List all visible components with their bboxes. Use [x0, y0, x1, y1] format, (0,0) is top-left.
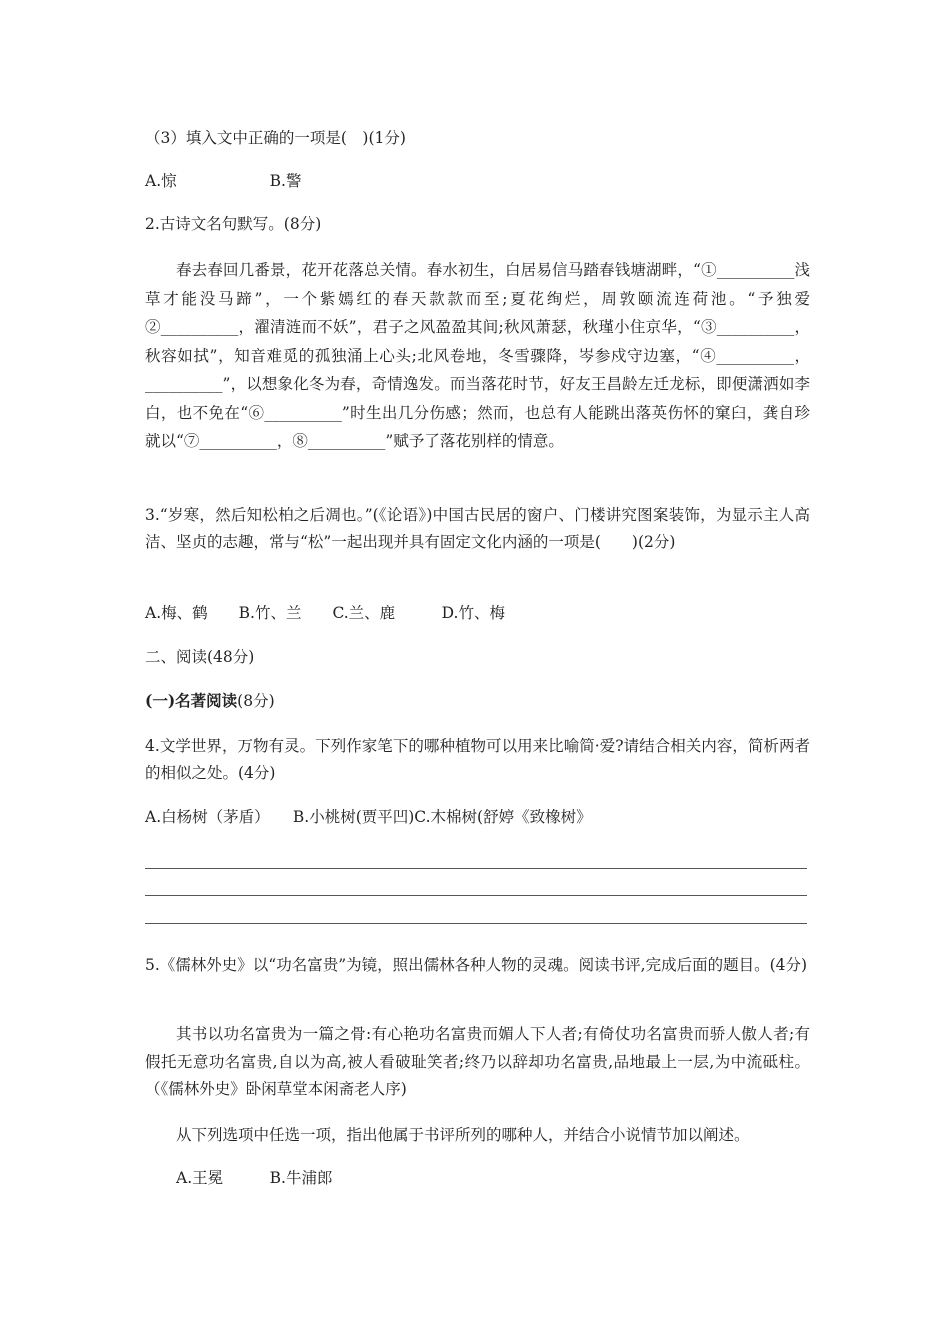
answer-line-1[interactable] [145, 868, 807, 869]
answer-line-2[interactable] [145, 895, 807, 896]
q5-instruction: 从下列选项中任选一项，指出他属于书评所列的哪种人，并结合小说情节加以阐述。 [176, 1126, 750, 1144]
q4-options: A.白杨树（茅盾） B.小桃树(贾平凹)C.木棉树(舒婷《致橡树》 [145, 808, 592, 826]
q1-3-stem: （3）填入文中正确的一项是( )(1分) [145, 129, 406, 147]
section2-subtitle [145, 690, 275, 712]
subtitle-score-part: (8分) [237, 692, 275, 710]
subtitle-bold-part: (一)名著阅读 [145, 691, 238, 710]
q1-3-options: A.惊 B.警 [145, 172, 302, 190]
answer-line-3[interactable] [145, 923, 807, 924]
q5-quote: 其书以功名富贵为一篇之骨:有心艳功名富贵而媚人下人者;有倚仗功名富贵而骄人傲人者;有假托无意功名富贵,自以为高,被人看破耻笑者;终乃以辞却功名富贵,品地最上一层,为中流砥柱。（《儒林外史》卧闲草堂本闲斋老人序) [145, 1025, 810, 1098]
q2-title: 2.古诗文名句默写。(8分) [145, 215, 322, 233]
q5-stem: 5.《儒林外史》以“功名富贵”为镜，照出儒林各种人物的灵魂。阅读书评,完成后面的题目。(4分) [145, 956, 808, 974]
q3-stem: 3.“岁寒，然后知松柏之后凋也。”(《论语》)中国古民居的窗户、门楼讲究图案装饰，为显示主人高洁、坚贞的志趣，常与“松”一起出现并具有固定文化内涵的一项是( )(2分) [145, 506, 810, 551]
q3-options: A.梅、鹤 B.竹、兰 C.兰、鹿 D.竹、梅 [145, 604, 505, 622]
q2-passage: 春去春回几番景，花开花落总关情。春水初生，白居易信马踏春钱塘湖畔，“①__________浅草才能没马蹄”，一个紫嫣红的春天款款而至;夏花绚烂，周敦颐流连荷池。“予独爱②__________，濯清涟而不妖”，君子之风盈盈其间;秋风萧瑟，秋瑾小住京华，“③__________，秋容如拭”，知音难觅的孤独涌上心头;北风卷地，冬雪骤降，岑参戍守边塞，“④__________，__________”，以想象化冬为春，奇情逸发。而当落花时节，好友王昌龄左迁龙标，即便潇洒如李白，也不免在“⑥__________”时生出几分伤感；然而，也总有人能跳出落英伤怀的窠臼，龚自珍就以“⑦__________，⑧__________”赋予了落花别样的情意。 [145, 261, 810, 450]
q4-stem: 4.文学世界，万物有灵。下列作家笔下的哪种植物可以用来比喻简·爱?请结合相关内容，简析两者的相似之处。(4分) [145, 737, 810, 782]
q5-options: A.王冕 B.牛浦郎 [176, 1169, 333, 1187]
section2-title: 二、阅读(48分) [145, 648, 255, 666]
